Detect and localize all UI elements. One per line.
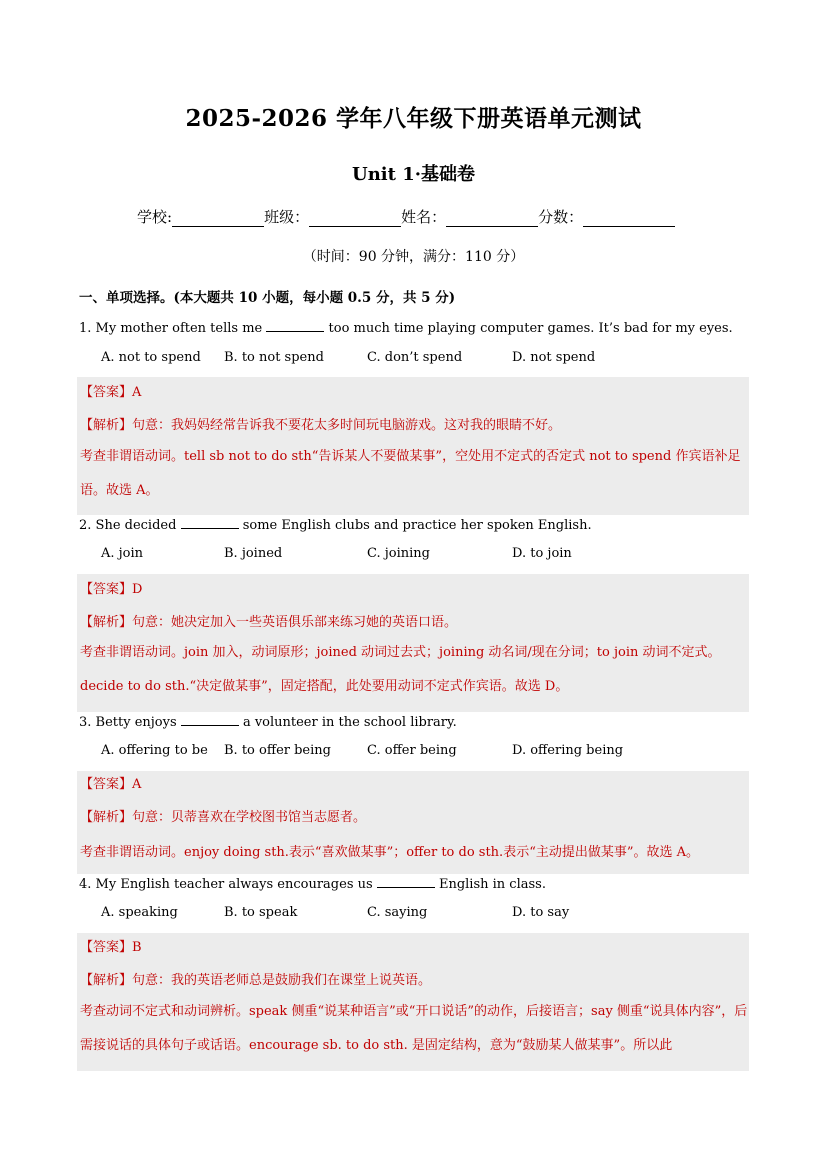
- question-4: [79, 875, 546, 892]
- name-blank[interactable]: [446, 210, 538, 227]
- question-stem-after: English in class.: [438, 877, 546, 892]
- answer-box-2: [77, 574, 749, 712]
- option-a: A. offering to be: [101, 743, 208, 758]
- question-3: [79, 713, 457, 730]
- option-b: B. to offer being: [224, 743, 331, 758]
- question-2: [79, 516, 592, 533]
- answer-line: 【答案】B: [80, 940, 142, 955]
- answer-line: 【答案】A: [80, 385, 142, 400]
- option-d: D. to join: [512, 546, 572, 561]
- meaning-line: 【解析】句意：贝蒂喜欢在学校图书馆当志愿者。: [80, 810, 367, 825]
- answer-blank: [377, 875, 435, 888]
- option-b: B. to speak: [224, 905, 298, 920]
- options-3: [101, 743, 741, 761]
- name-label: 姓名：: [401, 208, 447, 226]
- time-info: （时间：90 分钟，满分：110 分）: [302, 249, 525, 265]
- answer-box-4: [77, 933, 749, 1071]
- option-a: A. join: [101, 546, 144, 561]
- meaning-line: 【解析】句意：她决定加入一些英语俱乐部来练习她的英语口语。: [80, 615, 458, 630]
- options-2: [101, 546, 741, 564]
- school-label: 学校:: [137, 208, 173, 226]
- explanation-line: 考查非谓语动词。join 加入，动词原形；joined 动词过去式；joining 动名词/现在分词；to join 动词不定式。decide to do sth.“决定做某事”，固定搭配，此处要用动词不定式作宾语。故选 D。: [80, 645, 721, 694]
- answer-line: 【答案】D: [80, 582, 143, 597]
- answer-line: 【答案】A: [80, 777, 142, 792]
- answer-value: A: [132, 385, 142, 400]
- student-info-row: [137, 206, 675, 227]
- question-stem-after: some English clubs and practice her spoken English.: [242, 518, 592, 533]
- explanation-line: 考查动词不定式和动词辨析。speak 侧重“说某种语言”或“开口说话”的动作，后接语言；say 侧重“说具体内容”，后需接说话的具体句子或话语。encourage sb. to do sth. 是固定结构，意为“鼓励某人做某事”。所以此: [80, 1004, 748, 1053]
- answer-blank: [181, 713, 239, 726]
- option-a: A. not to spend: [101, 350, 201, 365]
- score-label: 分数：: [538, 208, 584, 226]
- question-stem-after: too much time playing computer games. It’s bad for my eyes.: [328, 321, 733, 336]
- question-1: [79, 319, 733, 336]
- question-stem-after: a volunteer in the school library.: [242, 715, 457, 730]
- score-blank[interactable]: [583, 210, 675, 227]
- class-label: 班级：: [264, 208, 310, 226]
- answer-value: A: [132, 777, 142, 792]
- option-c: C. offer being: [367, 743, 457, 758]
- option-a: A. speaking: [101, 905, 178, 920]
- answer-box-1: [77, 377, 749, 515]
- question-stem-before: 4. My English teacher always encourages us: [79, 877, 373, 892]
- option-d: D. to say: [512, 905, 570, 920]
- section-heading: 一、单项选择。(本大题共 10 小题，每小题 0.5 分，共 5 分): [79, 290, 456, 306]
- answer-blank: [266, 319, 324, 332]
- explanation-line: 考查非谓语动词。enjoy doing sth.表示“喜欢做某事”；offer to do sth.表示“主动提出做某事”。故选 A。: [80, 845, 700, 860]
- explanation-line: 考查非谓语动词。tell sb not to do sth“告诉某人不要做某事”，空处用不定式的否定式 not to spend 作宾语补足语。故选 A。: [80, 449, 741, 498]
- question-stem-before: 3. Betty enjoys: [79, 715, 177, 730]
- options-4: [101, 905, 741, 923]
- option-c: C. don’t spend: [367, 350, 463, 365]
- option-c: C. saying: [367, 905, 428, 920]
- options-1: [101, 350, 741, 368]
- option-b: B. joined: [224, 546, 283, 561]
- option-d: D. not spend: [512, 350, 596, 365]
- answer-blank: [181, 516, 239, 529]
- answer-value: B: [132, 940, 142, 955]
- meaning-line: 【解析】句意：我妈妈经常告诉我不要花太多时间玩电脑游戏。这对我的眼睛不好。: [80, 418, 562, 433]
- answer-box-3: [77, 771, 749, 874]
- answer-value: D: [132, 582, 143, 597]
- exam-subtitle: Unit 1·基础卷: [352, 164, 475, 185]
- option-b: B. to not spend: [224, 350, 324, 365]
- option-d: D. offering being: [512, 743, 624, 758]
- school-blank[interactable]: [172, 210, 264, 227]
- question-stem-before: 1. My mother often tells me: [79, 321, 263, 336]
- option-c: C. joining: [367, 546, 430, 561]
- meaning-line: 【解析】句意：我的英语老师总是鼓励我们在课堂上说英语。: [80, 973, 432, 988]
- class-blank[interactable]: [309, 210, 401, 227]
- question-stem-before: 2. She decided: [79, 518, 177, 533]
- exam-title: 2025-2026 学年八年级下册英语单元测试: [185, 105, 642, 132]
